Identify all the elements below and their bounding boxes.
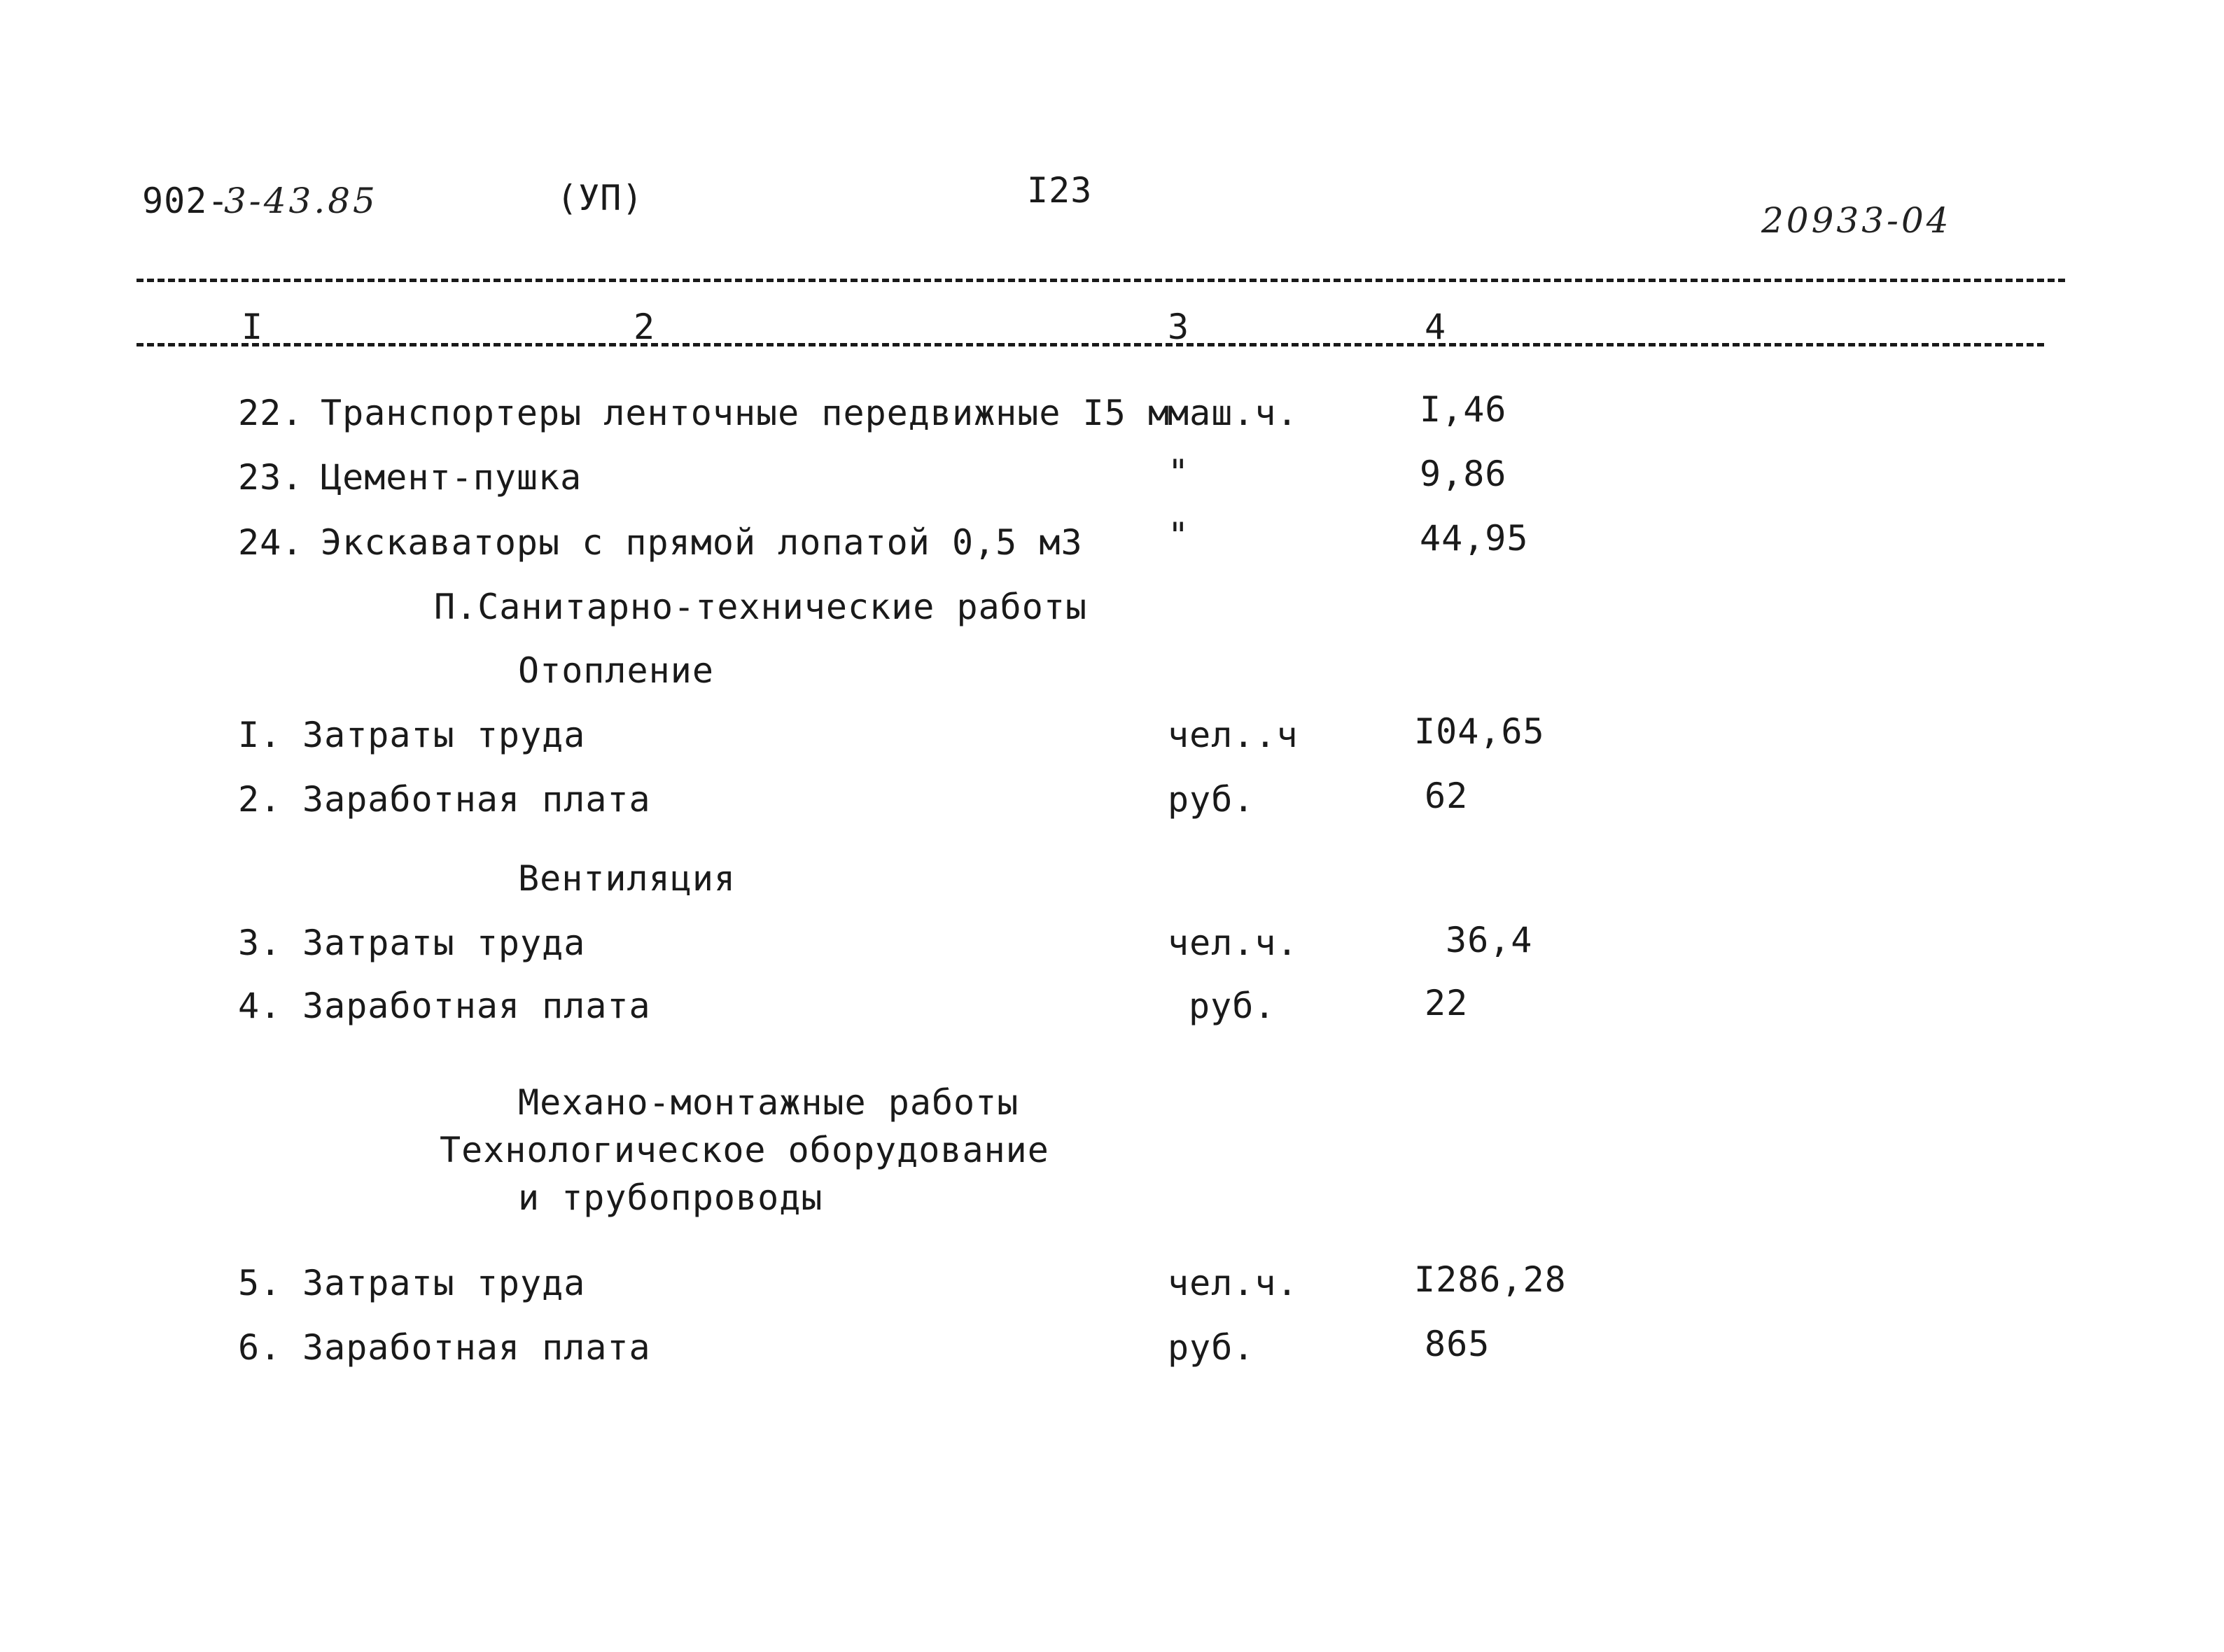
column-header-1: I bbox=[242, 307, 264, 347]
section-title-mechanical: Механо-монтажные работы bbox=[518, 1082, 1019, 1123]
row-number: 6. bbox=[238, 1327, 282, 1368]
row-value: I286,28 bbox=[1414, 1259, 1567, 1300]
row-unit: маш.ч. bbox=[1168, 393, 1299, 433]
column-header-2: 2 bbox=[634, 307, 656, 347]
subsection-title-heating: Отопление bbox=[518, 650, 714, 691]
row-value: 44,95 bbox=[1420, 518, 1529, 559]
column-header-4: 4 bbox=[1425, 307, 1447, 347]
row-value: 9,86 bbox=[1420, 454, 1507, 494]
row-number: 22. bbox=[238, 393, 304, 433]
subsection-title-ventilation: Вентиляция bbox=[518, 858, 736, 899]
section-title-sanitary: П.Санитарно-технические работы bbox=[434, 587, 1088, 627]
section-title-equipment: Технологическое оборудование bbox=[440, 1130, 1049, 1170]
row-name: Заработная плата bbox=[302, 779, 651, 820]
row-name: Заработная плата bbox=[302, 1327, 651, 1368]
document-mark: (УП) bbox=[557, 178, 644, 218]
row-name: Затраты труда bbox=[302, 1263, 586, 1303]
row-value: 865 bbox=[1425, 1324, 1490, 1364]
row-unit: руб. bbox=[1168, 779, 1255, 820]
row-number: 5. bbox=[238, 1263, 282, 1303]
row-unit: руб. bbox=[1168, 1327, 1255, 1368]
row-unit: руб. bbox=[1189, 986, 1276, 1026]
row-number: 2. bbox=[238, 779, 282, 820]
row-name: Затраты труда bbox=[302, 923, 586, 963]
row-unit: чел..ч bbox=[1168, 715, 1299, 755]
row-name: Заработная плата bbox=[302, 986, 651, 1026]
row-number: 3. bbox=[238, 923, 282, 963]
column-header-3: 3 bbox=[1168, 307, 1190, 347]
row-value: I04,65 bbox=[1414, 711, 1545, 752]
row-unit: " bbox=[1168, 452, 1190, 493]
row-name: Затраты труда bbox=[302, 715, 586, 755]
row-value: 22 bbox=[1425, 983, 1469, 1023]
row-value: 36,4 bbox=[1446, 920, 1533, 960]
row-number: 23. bbox=[238, 457, 304, 498]
doc-code-printed: 902- bbox=[142, 181, 230, 221]
row-name: Экскаваторы с прямой лопатой 0,5 м3 bbox=[321, 522, 1083, 563]
row-number: 24. bbox=[238, 522, 304, 563]
doc-code-handwritten: 3-43.85 bbox=[224, 181, 378, 221]
row-unit: чел.ч. bbox=[1168, 1263, 1299, 1303]
row-value: 62 bbox=[1425, 776, 1469, 816]
row-unit: " bbox=[1168, 515, 1190, 556]
row-name: Транспортеры ленточные передвижные I5 м bbox=[321, 393, 1170, 433]
section-title-pipelines: и трубопроводы bbox=[518, 1177, 823, 1218]
row-value: I,46 bbox=[1420, 389, 1507, 430]
row-number: 4. bbox=[238, 986, 282, 1026]
page-number: I23 bbox=[1027, 170, 1093, 211]
row-number: I. bbox=[238, 715, 282, 755]
header-rule-bottom bbox=[137, 343, 2044, 346]
inventory-number-handwritten: 20933-04 bbox=[1761, 200, 1952, 241]
row-name: Цемент-пушка bbox=[321, 457, 582, 498]
row-unit: чел.ч. bbox=[1168, 923, 1299, 963]
header-rule-top bbox=[137, 279, 2065, 282]
